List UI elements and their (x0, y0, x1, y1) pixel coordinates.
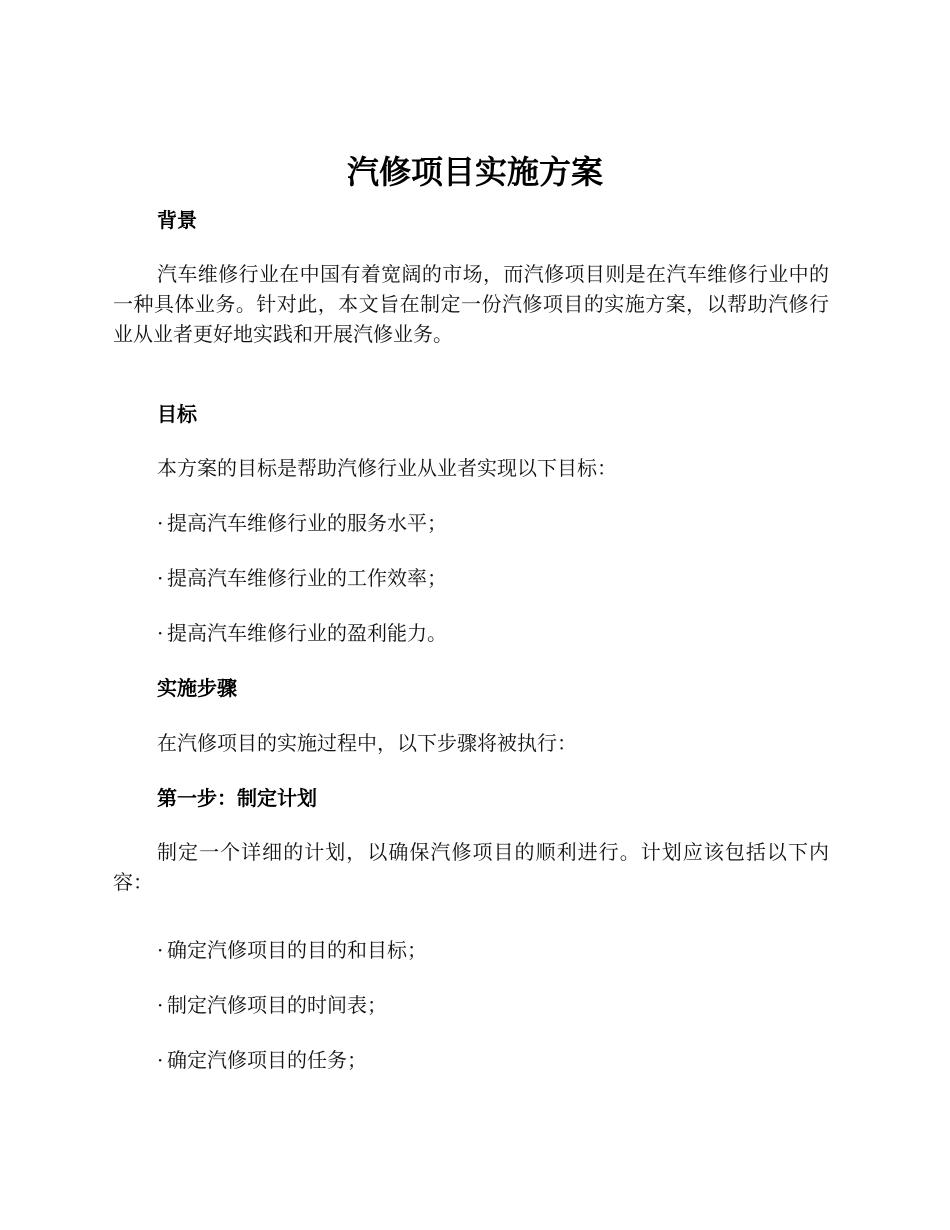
bullet-marker: · (157, 938, 164, 962)
bullet-marker: · (157, 511, 164, 535)
goal-bullet (157, 618, 837, 648)
goal-bullet (157, 508, 837, 538)
step1-bullet (157, 935, 837, 965)
section-heading-background: 背景 (157, 208, 197, 232)
document-title: 汽修项目实施方案 (346, 153, 603, 191)
step1-bullet-text: 确定汽修项目的任务； (167, 1048, 367, 1072)
bullet-marker: · (157, 621, 164, 645)
step1-heading: 第一步：制定计划 (157, 786, 317, 810)
step1-bullet (157, 990, 837, 1020)
steps-intro: 在汽修项目的实施过程中，以下步骤将被执行： (157, 731, 577, 755)
bullet-marker: · (157, 566, 164, 590)
goal-bullet-text: 提高汽车维修行业的盈利能力。 (167, 621, 447, 645)
background-paragraph: 汽车维修行业在中国有着宽阔的市场，而汽修项目则是在汽车维修行业中的一种具体业务。针对此，本文旨在制定一份汽修项目的实施方案，以帮助汽修行业从业者更好地实践和开展汽修业务。 (113, 262, 829, 346)
goal-bullet (157, 563, 837, 593)
section-heading-goal: 目标 (157, 402, 197, 426)
bullet-marker: · (157, 1048, 164, 1072)
goal-bullet-text: 提高汽车维修行业的工作效率； (167, 566, 447, 590)
bullet-marker: · (157, 993, 164, 1017)
step1-bullet-text: 确定汽修项目的目的和目标； (167, 938, 427, 962)
goal-bullet-text: 提高汽车维修行业的服务水平； (167, 511, 447, 535)
step1-bullet (157, 1045, 837, 1075)
step1-bullet-text: 制定汽修项目的时间表； (167, 993, 387, 1017)
goal-intro: 本方案的目标是帮助汽修行业从业者实现以下目标： (157, 456, 617, 480)
section-heading-steps: 实施步骤 (157, 676, 237, 700)
step1-paragraph: 制定一个详细的计划，以确保汽修项目的顺利进行。计划应该包括以下内容： (113, 840, 829, 894)
